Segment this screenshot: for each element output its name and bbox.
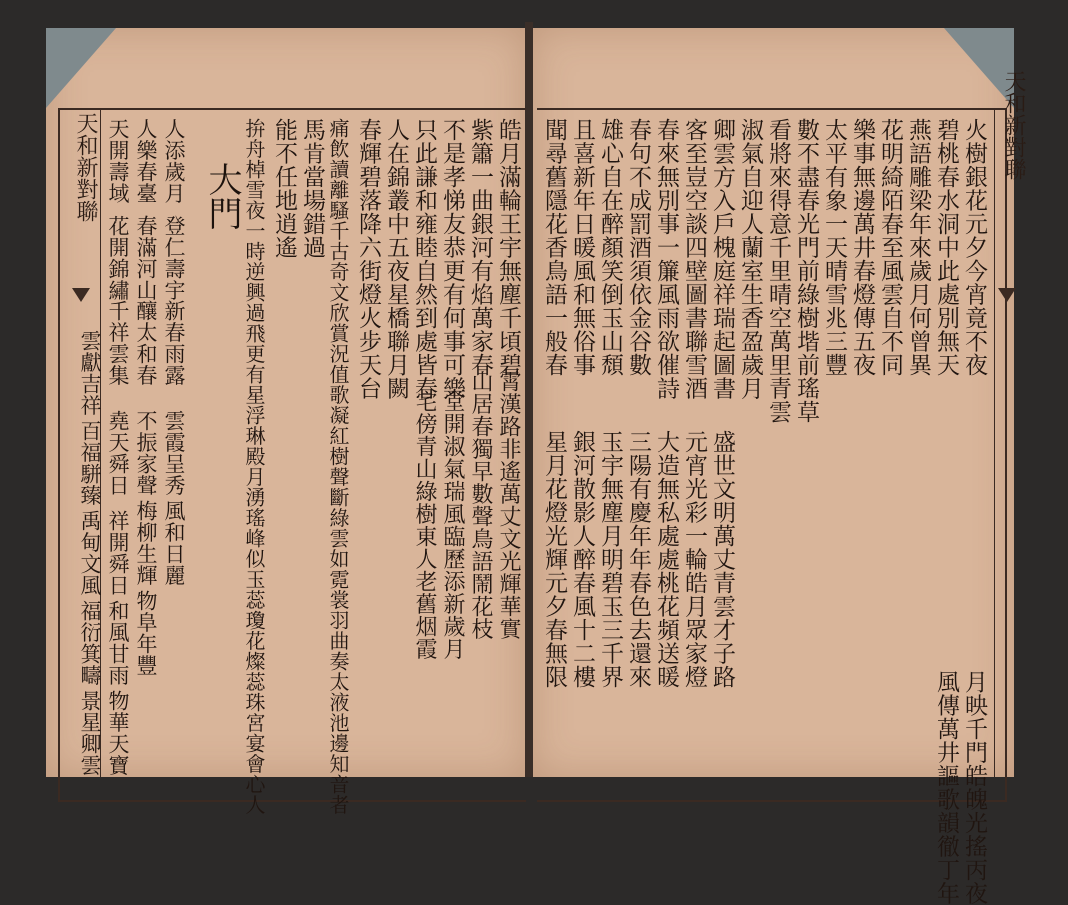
text-column: 元宵光彩一輪皓月眾家燈 xyxy=(681,430,707,689)
text-column: 拚舟棹雪夜一時逆興過飛更有星浮琳殿月湧瑤峰似玉蕊瓊花燦蕊珠宮宴會心人 xyxy=(242,118,266,815)
text-column: 淑氣自迎人蘭室生香盈歲月 xyxy=(737,118,763,400)
text-column: 聞尋舊隱花香鳥語一般春 xyxy=(541,118,567,377)
couplet-column: 千祥雲集 xyxy=(106,300,130,386)
couplet-column: 不振家聲 xyxy=(134,410,158,496)
couplet-column: 祥開舜日 xyxy=(106,510,130,596)
text-column: 玉宇無塵月明碧玉三千界 xyxy=(597,430,623,689)
text-column: 卿雲方入戶槐庭祥瑞起圖書 xyxy=(709,118,735,400)
text-column: 堂開淑氣瑞風臨歷添新歲月 xyxy=(440,390,465,660)
text-column: 月映千門皓魄光搖丙夜 xyxy=(961,670,987,905)
text-column: 雄心自在醉顏笑倒玉山頹 xyxy=(597,118,623,377)
text-column: 霄漢路非遙萬丈文光輝華實 xyxy=(496,370,521,640)
couplet-column: 春滿河山 xyxy=(134,215,158,301)
text-column: 痛飲讀離騷千古奇文欣賞況值歌凝紅樹聲斷綠雲如霓裳羽曲奏太液池邊知音者 xyxy=(326,118,350,815)
text-column: 盛世文明萬丈青雲才子路 xyxy=(709,430,735,689)
book-spine xyxy=(525,22,533,777)
text-column: 銀河散影人醉春風十二樓 xyxy=(569,430,595,689)
couplet-column: 登仁壽宇 xyxy=(162,215,186,301)
text-column: 花明綺陌春至風雲自不同 xyxy=(877,118,903,377)
couplet-column: 禹甸文風 xyxy=(78,510,102,596)
text-column: 不是孝悌友恭更有何事可樂 xyxy=(439,118,465,400)
couplet-column: 人添歲月 xyxy=(162,118,186,204)
couplet-column: 花開錦繡 xyxy=(106,215,130,301)
section-heading: 大門 xyxy=(202,162,242,230)
couplet-column: 梅柳生輝 xyxy=(134,500,158,586)
text-column: 樂事無邊萬井春燈傳五夜 xyxy=(849,118,875,377)
text-column: 山居春獨早數聲鳥語鬧花枝 xyxy=(468,370,493,640)
couplet-column: 福衍箕疇 xyxy=(78,600,102,686)
text-column: 皓月滿輪王宇無塵千頃碧 xyxy=(495,118,521,377)
couplet-column: 新春雨露 xyxy=(162,300,186,386)
couplet-column: 堯天舜日 xyxy=(106,410,130,496)
text-column: 風傳萬井謳歌韻徹丁年 xyxy=(933,670,959,905)
text-column: 太平有象一天晴雪兆三豐 xyxy=(821,118,847,377)
text-column: 只此謙和雍睦自然到處皆春 xyxy=(411,118,437,400)
text-column: 紫簫一曲銀河有焰萬家春 xyxy=(467,118,493,377)
text-column: 火樹銀花元夕今宵竟不夜 xyxy=(961,118,987,377)
text-column: 看將來得意千里晴空萬里青雲 xyxy=(765,118,791,424)
couplet-column: 物華天寶 xyxy=(106,690,130,776)
couplet-column: 百福駢臻 xyxy=(78,420,102,506)
couplet-column: 物阜年豐 xyxy=(134,590,158,676)
couplet-column: 和風甘雨 xyxy=(106,600,130,686)
couplet-column: 景星卿雲 xyxy=(78,690,102,776)
text-column: 燕語雕梁年來歲月何曾異 xyxy=(905,118,931,377)
couplet-column: 雲獻吉祥 xyxy=(78,330,102,416)
text-column: 春句不成罰酒須依金谷數 xyxy=(625,118,651,377)
couplet-column: 天開壽域 xyxy=(106,118,130,204)
couplet-column: 雲霞呈秀 xyxy=(162,410,186,496)
text-column: 星月花燈光輝元夕春無限 xyxy=(541,430,567,689)
text-column: 能不任地逍遙 xyxy=(271,118,297,259)
text-column: 馬肯當場錯過 xyxy=(299,118,325,259)
couplet-column: 釀太和春 xyxy=(134,300,158,386)
couplet-column: 人樂春臺 xyxy=(134,118,158,204)
text-column: 人在錦叢中五夜星橋聯月闕 xyxy=(383,118,409,400)
text-column: 大造無私處處桃花頻送暖 xyxy=(653,430,679,689)
couplet-column: 風和日麗 xyxy=(162,500,186,586)
text-column: 數不盡春光門前綠樹堦前瑤草 xyxy=(793,118,819,424)
banner-rule xyxy=(994,108,995,777)
banner-title: 天和新對聯 xyxy=(1001,70,1026,180)
text-column: 三陽有慶年年春色去還來 xyxy=(625,430,651,689)
banner-title: 天和新對聯 xyxy=(73,112,98,222)
text-column: 春輝碧落降六街燈火步天台 xyxy=(355,118,381,400)
text-column: 且喜新年日暖風和無俗事 xyxy=(569,118,595,377)
text-column: 宅傍青山綠樹東人老舊烟霞 xyxy=(412,390,437,660)
text-column: 客至豈空談四壁圖書聯雪酒 xyxy=(681,118,707,400)
text-column: 碧桃春水洞中此處別無天 xyxy=(933,118,959,377)
text-column: 春來無別事一簾風雨欲催詩 xyxy=(653,118,679,400)
